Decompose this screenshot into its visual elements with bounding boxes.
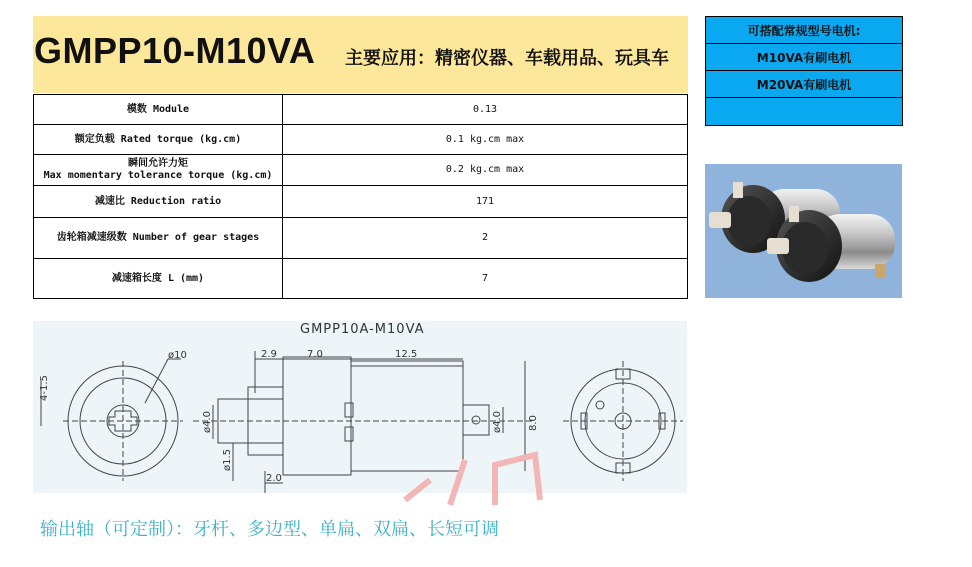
dim-d4-0-left: ø4.0 — [202, 410, 213, 433]
dim-4-1-5: 4-1.5 — [39, 375, 50, 401]
compatible-item: M10VA有刷电机 — [705, 44, 903, 71]
dim-2-9: 2.9 — [261, 349, 277, 360]
motor-photo — [705, 164, 902, 298]
spec-label: 减速箱长度 L (mm) — [34, 259, 283, 299]
technical-drawing-graphic — [33, 321, 687, 493]
spec-row-module — [34, 95, 688, 125]
spec-label: 额定负载 Rated torque (kg.cm) — [34, 125, 283, 155]
spec-row-length — [34, 259, 688, 299]
dim-12-5: 12.5 — [395, 349, 418, 360]
dim-2-0: 2.0 — [266, 473, 282, 484]
spec-label-line1: 瞬间允许力矩 — [128, 158, 188, 169]
spec-value: 7 — [283, 259, 688, 299]
spec-row-stages — [34, 218, 688, 259]
spec-label-line2: Max momentary tolerance torque (kg.cm) — [43, 170, 273, 181]
watermark-stroke — [495, 455, 540, 505]
watermark-logo — [395, 440, 555, 510]
model-title: GMPP10-M10VA — [34, 30, 316, 71]
spec-label: 齿轮箱减速级数 Number of gear stages — [34, 218, 283, 259]
dim-d10: ø10 — [168, 350, 187, 361]
spec-label — [34, 155, 283, 186]
spec-value: 171 — [283, 186, 688, 218]
watermark-stroke — [405, 480, 430, 500]
spec-label: 减速比 Reduction ratio — [34, 186, 283, 218]
spec-row-max-torque — [34, 155, 688, 186]
spec-row-reduction — [34, 186, 688, 218]
dim-8-0: 8.0 — [528, 415, 539, 431]
dim-d4-0-right: ø4.0 — [492, 410, 503, 433]
watermark-stroke — [450, 460, 465, 505]
compatible-title: 可搭配常规型号电机: — [705, 16, 903, 44]
spec-value: 0.13 — [283, 95, 688, 125]
spec-row-rated-torque — [34, 125, 688, 155]
spec-value: 0.1 kg.cm max — [283, 125, 688, 155]
application-text: 主要应用：精密仪器、车载用品、玩具车 — [345, 48, 669, 69]
compatible-item — [705, 98, 903, 126]
drawing-title: GMPP10A-M10VA — [300, 322, 425, 337]
dim-7-0: 7.0 — [307, 349, 323, 360]
compatible-motors — [705, 16, 903, 126]
spec-label: 模数 Module — [34, 95, 283, 125]
technical-drawing — [33, 321, 687, 493]
spec-value: 0.2 kg.cm max — [283, 155, 688, 186]
spec-value: 2 — [283, 218, 688, 259]
dim-d1-5: ø1.5 — [222, 448, 233, 471]
compatible-item: M20VA有刷电机 — [705, 71, 903, 98]
shaft-options-note: 输出轴（可定制）：牙杆、多边型、单扁、双扁、长短可调 — [40, 519, 499, 540]
motor-photo-graphic — [705, 164, 902, 298]
spec-table — [33, 94, 688, 299]
